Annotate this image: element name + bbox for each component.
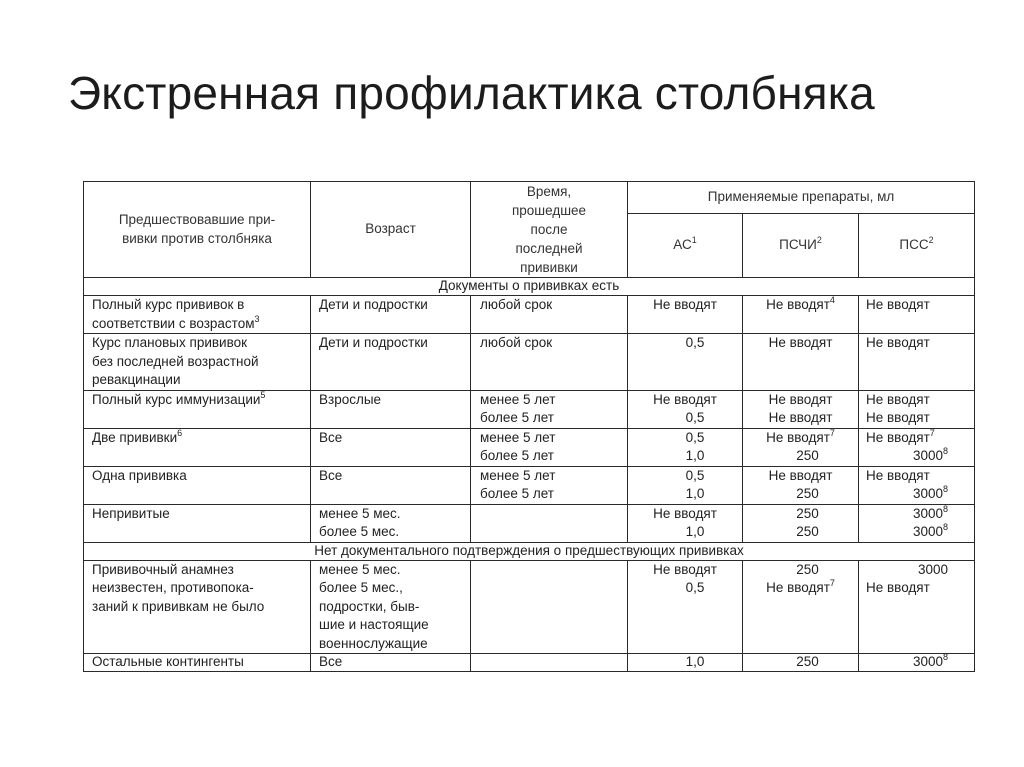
cell-time: любой срок xyxy=(471,296,628,334)
cell-age: Все xyxy=(311,466,471,504)
cell-pschi: Не вводят Не вводят xyxy=(743,390,859,428)
table-row xyxy=(84,390,975,428)
section-documents-present: Документы о прививках есть xyxy=(84,278,975,296)
table-row xyxy=(84,466,975,504)
cell-pss: Не вводят xyxy=(859,334,975,391)
cell-age: Дети и подростки xyxy=(311,296,471,334)
cell-pschi: 250 Не вводят$^7$ xyxy=(743,560,859,654)
cell-age: менее 5 мес. более 5 мес. xyxy=(311,504,471,542)
cell-previous: Полный курс прививок в соответствии с возрастом$^3$ xyxy=(84,296,311,334)
cell-previous: Курс плановых прививок без последней возрастной ревакцинации xyxy=(84,334,311,391)
cell-pss: 3000 Не вводят xyxy=(859,560,975,654)
cell-as: 0,5 1,0 xyxy=(628,428,743,466)
cell-time: менее 5 лет более 5 лет xyxy=(471,428,628,466)
cell-age: менее 5 мес. более 5 мес., подростки, быв- шие и настоящие военнослужащие xyxy=(311,560,471,654)
slide-title: Экстренная профилактика столбняка xyxy=(68,67,875,119)
cell-time xyxy=(471,560,628,654)
cell-age: Все xyxy=(311,428,471,466)
header-age: Возраст xyxy=(311,182,471,278)
table-row xyxy=(84,654,975,672)
header-as: $АС^1$ xyxy=(628,214,743,278)
cell-previous: Прививочный анамнез неизвестен, противопока- заний к прививкам не было xyxy=(84,560,311,654)
header-drugs: Применяемые препараты, мл xyxy=(628,182,975,214)
header-time-since-last: Время, прошедшее после последней прививки xyxy=(471,182,628,278)
cell-time xyxy=(471,654,628,672)
cell-previous: Полный курс иммунизации$^5$ xyxy=(84,390,311,428)
header-pschi: ПСЧИ$^2$ xyxy=(743,214,859,278)
cell-as: Не вводят 0,5 xyxy=(628,390,743,428)
cell-pschi: 250 xyxy=(743,654,859,672)
tetanus-prophylaxis-table xyxy=(83,181,975,672)
cell-pschi: Не вводят$^7$ 250 xyxy=(743,428,859,466)
cell-as: 1,0 xyxy=(628,654,743,672)
cell-pss: 3000$^8$ 3000$^8$ xyxy=(859,504,975,542)
cell-pss: Не вводят 3000$^8$ xyxy=(859,466,975,504)
cell-as: Не вводят 1,0 xyxy=(628,504,743,542)
cell-pss: Не вводят xyxy=(859,296,975,334)
cell-age: Все xyxy=(311,654,471,672)
cell-previous: Одна прививка xyxy=(84,466,311,504)
cell-previous: Остальные контингенты xyxy=(84,654,311,672)
table-row xyxy=(84,334,975,391)
cell-pschi: Не вводят xyxy=(743,334,859,391)
table-row xyxy=(84,428,975,466)
section-no-documents: Нет документального подтверждения о предшествующих прививках xyxy=(84,542,975,560)
cell-pss: Не вводят$^7$ 3000$^8$ xyxy=(859,428,975,466)
cell-as: Не вводят 0,5 xyxy=(628,560,743,654)
table-row xyxy=(84,560,975,654)
cell-age: Взрослые xyxy=(311,390,471,428)
header-pss: ПСС$^2$ xyxy=(859,214,975,278)
cell-as: Не вводят xyxy=(628,296,743,334)
cell-pschi: Не вводят 250 xyxy=(743,466,859,504)
cell-as: 0,5 xyxy=(628,334,743,391)
cell-time xyxy=(471,504,628,542)
cell-time: менее 5 лет более 5 лет xyxy=(471,390,628,428)
table-row xyxy=(84,504,975,542)
cell-age: Дети и подростки xyxy=(311,334,471,391)
table-row xyxy=(84,296,975,334)
cell-as: 0,5 1,0 xyxy=(628,466,743,504)
cell-pss: Не вводят Не вводят xyxy=(859,390,975,428)
cell-previous: Непривитые xyxy=(84,504,311,542)
cell-pschi: 250 250 xyxy=(743,504,859,542)
cell-previous: Две прививки$^6$ xyxy=(84,428,311,466)
cell-time: менее 5 лет более 5 лет xyxy=(471,466,628,504)
cell-time: любой срок xyxy=(471,334,628,391)
header-previous-vaccinations: Предшествовавшие при- вивки против столбняка xyxy=(84,182,311,278)
cell-pss: 3000$^8$ xyxy=(859,654,975,672)
cell-pschi: Не вводят$^4$ xyxy=(743,296,859,334)
